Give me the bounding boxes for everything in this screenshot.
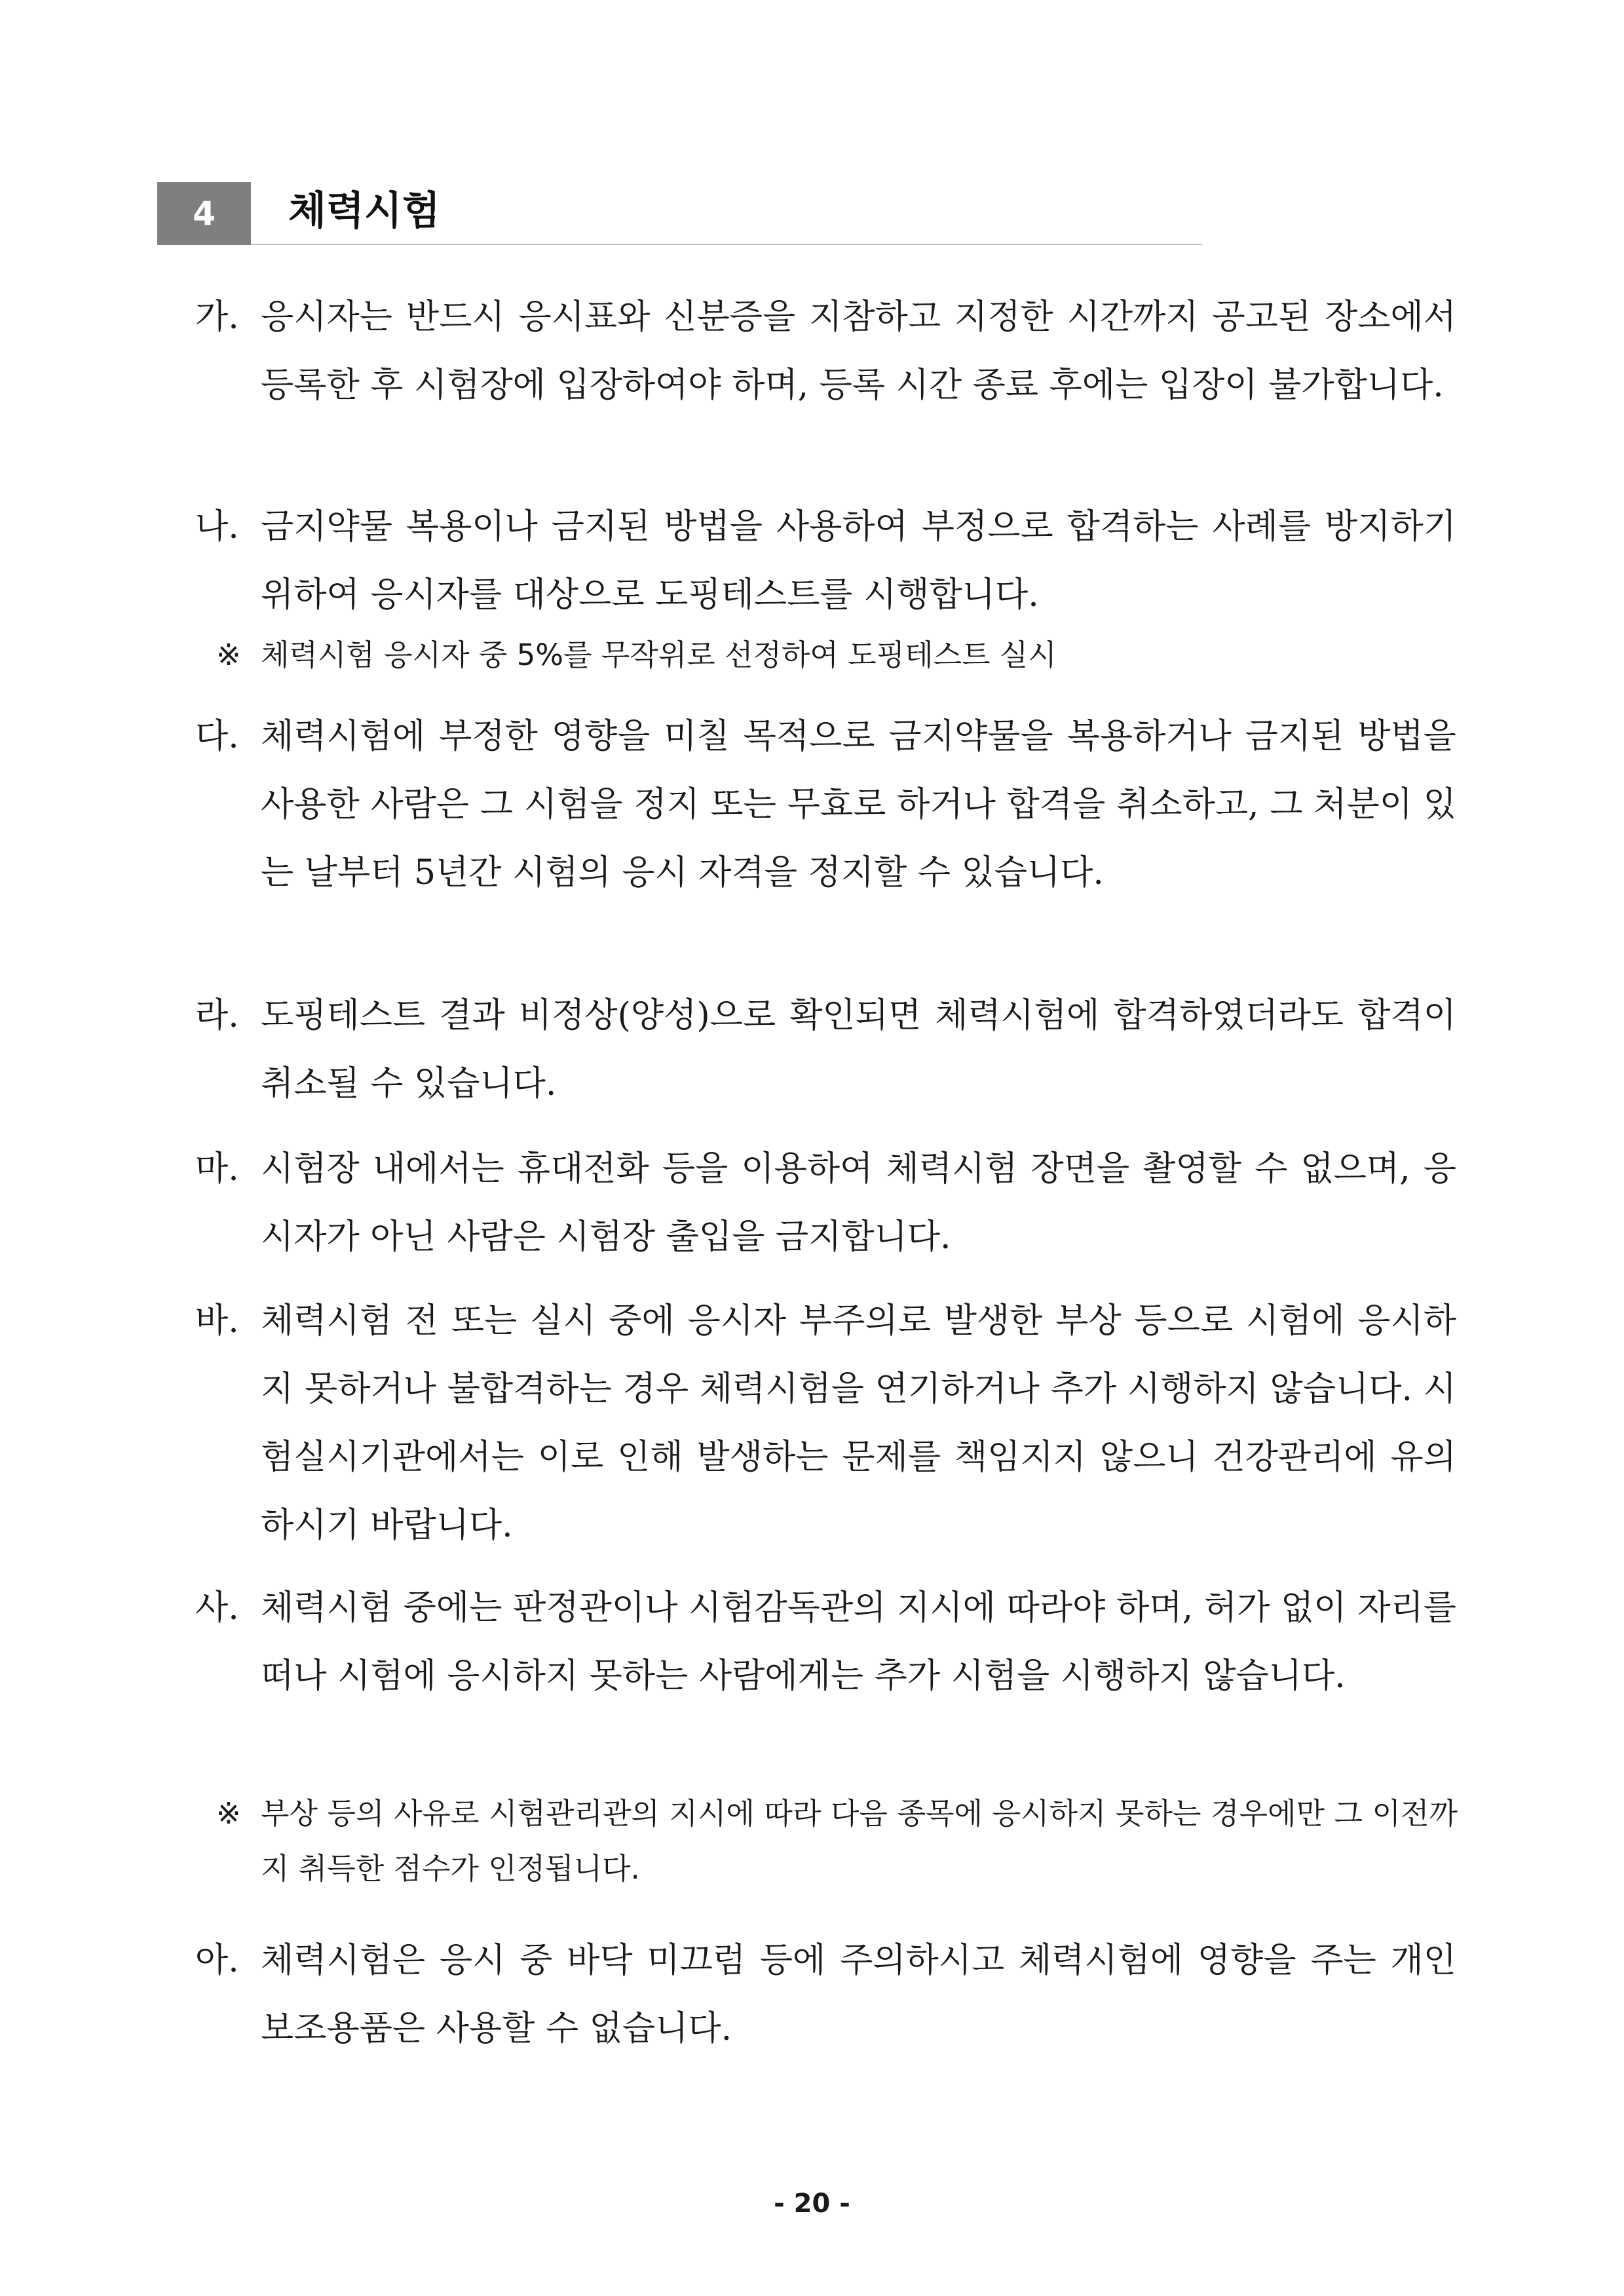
section-divider [251,244,1202,245]
item-text: 체력시험에 부정한 영향을 미칠 목적으로 금지약물을 복용하거나 금지된 방법을 사용한 사람은 그 시험을 정지 또는 무효로 하거나 합격을 취소하고, 그 처분이 있는 날부터 5년간 시험의 응시 자격을 정지할 수 있습니다. [261,717,1456,892]
note-marker: ※ [216,1796,241,1831]
item-marker: 다. [195,717,239,756]
section-number: 4 [157,182,251,245]
item-text: 체력시험은 응시 중 바닥 미끄럼 등에 주의하시고 체력시험에 영향을 주는 개인 보조용품은 사용할 수 없습니다. [261,1941,1456,2048]
section-header [157,182,1202,245]
item-marker: 라. [195,996,239,1035]
note-marker: ※ [216,638,241,672]
item-text: 금지약물 복용이나 금지된 방법을 사용하여 부정으로 합격하는 사례를 방지하기 위하여 응시자를 대상으로 도핑테스트를 시행합니다. [261,507,1456,615]
list-item [195,982,1456,1118]
list-item [195,283,1456,419]
item-marker: 나. [195,507,239,546]
item-marker: 사. [195,1588,239,1628]
note-text: 부상 등의 사유로 시험관리관의 지시에 따라 다음 종목에 응시하지 못하는 경우에만 그 이전까지 취득한 점수가 인정됩니다. [261,1796,1458,1886]
page-number: - 20 - [774,2189,850,2219]
section-title: 체력시험 [288,188,440,234]
note [216,628,1458,683]
item-text: 응시자는 반드시 응시표와 신분증을 지참하고 지정한 시간까지 공고된 장소에서 등록한 후 시험장에 입장하여야 하며, 등록 시간 종료 후에는 입장이 불가합니다. [261,297,1456,405]
item-marker: 바. [195,1301,239,1341]
list-item [195,1287,1456,1559]
item-text: 체력시험 전 또는 실시 중에 응시자 부주의로 발생한 부상 등으로 시험에 응시하지 못하거나 불합격하는 경우 체력시험을 연기하거나 추가 시행하지 않습니다. 시험실시기관에서는 이로 인해 발생하는 문제를 책임지지 않으니 건강관리에 유의하시기 바랍니다. [261,1301,1456,1545]
list-item [195,493,1456,629]
item-marker: 아. [195,1941,239,1980]
list-item [195,1926,1456,2063]
list-item [195,1135,1456,1271]
item-marker: 마. [195,1149,239,1189]
note-text: 체력시험 응시자 중 5%를 무작위로 선정하여 도핑테스트 실시 [261,638,1057,672]
list-item [195,702,1456,907]
item-marker: 가. [195,297,239,337]
item-text: 체력시험 중에는 판정관이나 시험감독관의 지시에 따라야 하며, 허가 없이 자리를 떠나 시험에 응시하지 못하는 사람에게는 추가 시험을 시행하지 않습니다. [261,1588,1456,1696]
note [216,1786,1458,1896]
item-text: 도핑테스트 결과 비정상(양성)으로 확인되면 체력시험에 합격하였더라도 합격이 취소될 수 있습니다. [261,996,1456,1103]
list-item [195,1574,1456,1710]
item-text: 시험장 내에서는 휴대전화 등을 이용하여 체력시험 장면을 촬영할 수 없으며, 응시자가 아닌 사람은 시험장 출입을 금지합니다. [261,1149,1456,1257]
